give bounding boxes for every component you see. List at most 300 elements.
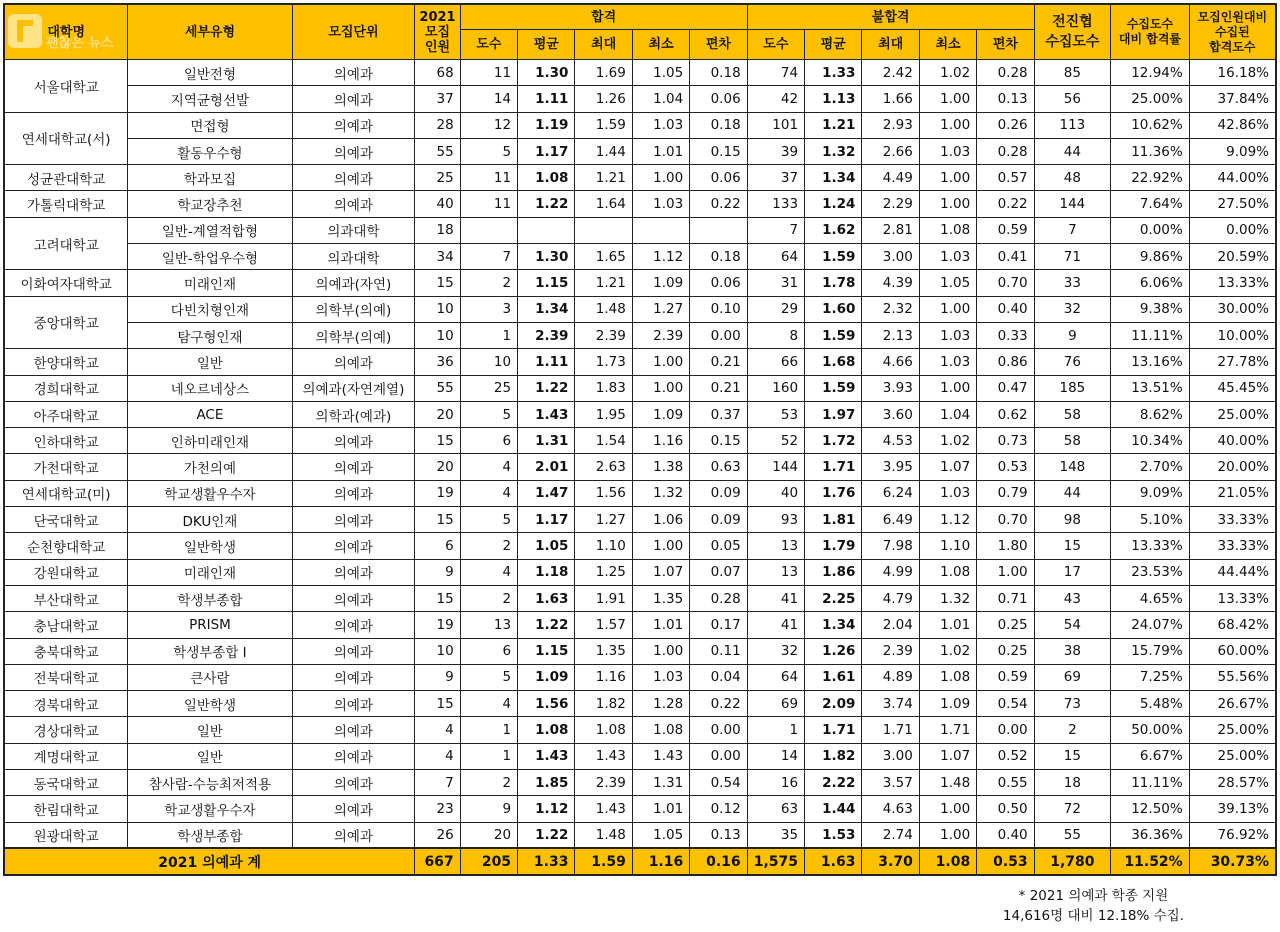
- pass-count-cell: 4: [460, 480, 517, 506]
- fail-avg-cell: 2.09: [805, 691, 862, 717]
- fail-min-cell: 1.08: [919, 217, 976, 243]
- pass-max-cell: 1.43: [575, 796, 632, 822]
- school-cell: 성균관대학교: [4, 165, 128, 191]
- unit-cell: 의예과: [292, 428, 415, 454]
- fail-avg-cell: 1.86: [805, 559, 862, 585]
- pass-count-cell: 9: [460, 796, 517, 822]
- collected-cell: 58: [1034, 401, 1111, 427]
- quota-cell: 19: [415, 612, 460, 638]
- collected-cell: 113: [1034, 112, 1111, 138]
- pass-ratio-cell: 25.00%: [1111, 86, 1190, 112]
- pass-avg-cell: 1.11: [518, 86, 575, 112]
- quota-ratio-cell: 39.13%: [1189, 796, 1276, 822]
- fail-avg-cell: 1.78: [805, 270, 862, 296]
- table-row: [4, 270, 1276, 296]
- quota-cell: 28: [415, 112, 460, 138]
- fail-min-cell: 1.04: [919, 401, 976, 427]
- pass-max-cell: 1.64: [575, 191, 632, 217]
- total-collected: 1,780: [1034, 848, 1111, 874]
- pass-max-cell: 1.69: [575, 60, 632, 86]
- fail-avg-cell: 2.25: [805, 585, 862, 611]
- fail-min-cell: 1.03: [919, 138, 976, 164]
- header-fail-count: 도수: [747, 30, 804, 60]
- fail-dev-cell: 0.73: [977, 428, 1034, 454]
- pass-dev-cell: 0.00: [690, 322, 747, 348]
- unit-cell: 의예과: [292, 822, 415, 848]
- pass-dev-cell: 0.10: [690, 296, 747, 322]
- pass-min-cell: 1.43: [632, 743, 689, 769]
- table-row: [4, 375, 1276, 401]
- fail-avg-cell: 1.61: [805, 664, 862, 690]
- quota-ratio-cell: 20.00%: [1189, 454, 1276, 480]
- header-fail-dev: 편차: [977, 30, 1034, 60]
- table-row: [4, 691, 1276, 717]
- pass-avg-cell: 1.05: [518, 533, 575, 559]
- fail-max-cell: 3.00: [862, 244, 919, 270]
- table-row: [4, 533, 1276, 559]
- pass-ratio-cell: 13.33%: [1111, 533, 1190, 559]
- pass-min-cell: 1.06: [632, 507, 689, 533]
- unit-cell: 의예과: [292, 717, 415, 743]
- fail-count-cell: 64: [747, 244, 804, 270]
- collected-cell: 71: [1034, 244, 1111, 270]
- fail-dev-cell: 0.28: [977, 138, 1034, 164]
- quota-ratio-cell: 21.05%: [1189, 480, 1276, 506]
- fail-dev-cell: 0.86: [977, 349, 1034, 375]
- fail-min-cell: 1.08: [919, 664, 976, 690]
- pass-min-cell: 1.09: [632, 401, 689, 427]
- fail-dev-cell: 0.52: [977, 743, 1034, 769]
- pass-count-cell: 2: [460, 270, 517, 296]
- fail-min-cell: 1.08: [919, 559, 976, 585]
- admissions-table-container: [3, 3, 1277, 876]
- pass-ratio-cell: 6.06%: [1111, 270, 1190, 296]
- school-cell: 강원대학교: [4, 559, 128, 585]
- fail-dev-cell: 0.25: [977, 612, 1034, 638]
- fail-count-cell: 74: [747, 60, 804, 86]
- school-cell: 계명대학교: [4, 743, 128, 769]
- header-quota-ratio: [1189, 4, 1276, 60]
- fail-dev-cell: 0.62: [977, 401, 1034, 427]
- pass-dev-cell: [690, 217, 747, 243]
- quota-ratio-cell: 44.44%: [1189, 559, 1276, 585]
- fail-avg-cell: 1.72: [805, 428, 862, 454]
- fail-count-cell: 41: [747, 612, 804, 638]
- pass-dev-cell: 0.05: [690, 533, 747, 559]
- table-row: [4, 401, 1276, 427]
- pass-max-cell: 1.26: [575, 86, 632, 112]
- fail-count-cell: 31: [747, 270, 804, 296]
- table-row: [4, 454, 1276, 480]
- collected-cell: 2: [1034, 717, 1111, 743]
- fail-dev-cell: 0.13: [977, 86, 1034, 112]
- school-cell: 한림대학교: [4, 796, 128, 822]
- collected-cell: 15: [1034, 743, 1111, 769]
- quota-ratio-cell: 13.33%: [1189, 585, 1276, 611]
- header-pass-max: 최대: [575, 30, 632, 60]
- quota-ratio-cell: 25.00%: [1189, 717, 1276, 743]
- header-collected-line: 수집도수: [1045, 34, 1100, 50]
- type-cell: 일반학생: [128, 533, 292, 559]
- pass-ratio-cell: 2.70%: [1111, 454, 1190, 480]
- fail-avg-cell: 1.60: [805, 296, 862, 322]
- pass-avg-cell: 1.19: [518, 112, 575, 138]
- pass-ratio-cell: 13.16%: [1111, 349, 1190, 375]
- fail-count-cell: 40: [747, 480, 804, 506]
- pass-max-cell: 1.57: [575, 612, 632, 638]
- pass-max-cell: 1.35: [575, 638, 632, 664]
- pass-avg-cell: 1.43: [518, 401, 575, 427]
- fail-dev-cell: 0.40: [977, 296, 1034, 322]
- fail-max-cell: 3.95: [862, 454, 919, 480]
- pass-count-cell: 1: [460, 717, 517, 743]
- pass-min-cell: 1.31: [632, 770, 689, 796]
- pass-min-cell: 1.05: [632, 60, 689, 86]
- quota-cell: 9: [415, 664, 460, 690]
- quota-cell: 19: [415, 480, 460, 506]
- pass-max-cell: 1.16: [575, 664, 632, 690]
- unit-cell: 의예과: [292, 743, 415, 769]
- type-cell: 지역균형선발: [128, 86, 292, 112]
- quota-cell: 20: [415, 454, 460, 480]
- unit-cell: 의예과: [292, 533, 415, 559]
- quota-cell: 26: [415, 822, 460, 848]
- unit-cell: 의예과(자연계열): [292, 375, 415, 401]
- fail-count-cell: 133: [747, 191, 804, 217]
- quota-ratio-cell: 76.92%: [1189, 822, 1276, 848]
- fail-max-cell: 6.49: [862, 507, 919, 533]
- pass-dev-cell: 0.15: [690, 428, 747, 454]
- quota-cell: 37: [415, 86, 460, 112]
- pass-dev-cell: 0.09: [690, 507, 747, 533]
- school-cell: 경희대학교: [4, 375, 128, 401]
- unit-cell: 의예과: [292, 86, 415, 112]
- quota-cell: 18: [415, 217, 460, 243]
- header-collected-line: 전진협: [1052, 14, 1093, 30]
- pass-max-cell: 1.48: [575, 822, 632, 848]
- fail-count-cell: 8: [747, 322, 804, 348]
- pass-ratio-cell: 22.92%: [1111, 165, 1190, 191]
- collected-cell: 17: [1034, 559, 1111, 585]
- fail-count-cell: 13: [747, 559, 804, 585]
- quota-cell: 36: [415, 349, 460, 375]
- total-pass-avg: 1.33: [518, 848, 575, 874]
- table-row: [4, 507, 1276, 533]
- type-cell: 일반학생: [128, 691, 292, 717]
- footnote-line: * 2021 의예과 학종 지원: [1018, 888, 1169, 904]
- pass-avg-cell: [518, 217, 575, 243]
- quota-ratio-cell: 37.84%: [1189, 86, 1276, 112]
- fail-avg-cell: 1.79: [805, 533, 862, 559]
- unit-cell: 의예과: [292, 349, 415, 375]
- type-cell: 학과모집: [128, 165, 292, 191]
- total-fail-max: 3.70: [862, 848, 919, 874]
- quota-cell: 15: [415, 270, 460, 296]
- collected-cell: 55: [1034, 822, 1111, 848]
- fail-min-cell: 1.00: [919, 165, 976, 191]
- pass-max-cell: 1.25: [575, 559, 632, 585]
- pass-max-cell: 1.59: [575, 112, 632, 138]
- total-pass-max: 1.59: [575, 848, 632, 874]
- pass-count-cell: 13: [460, 612, 517, 638]
- unit-cell: 의예과(자연): [292, 270, 415, 296]
- type-cell: 학생부종합: [128, 585, 292, 611]
- total-fail-avg: 1.63: [805, 848, 862, 874]
- pass-avg-cell: 1.18: [518, 559, 575, 585]
- pass-count-cell: 11: [460, 165, 517, 191]
- fail-min-cell: 1.02: [919, 60, 976, 86]
- pass-avg-cell: 1.43: [518, 743, 575, 769]
- pass-dev-cell: 0.09: [690, 480, 747, 506]
- quota-ratio-cell: 27.50%: [1189, 191, 1276, 217]
- fail-min-cell: 1.71: [919, 717, 976, 743]
- table-row: [4, 638, 1276, 664]
- table-row: [4, 296, 1276, 322]
- fail-max-cell: 4.39: [862, 270, 919, 296]
- pass-avg-cell: 1.85: [518, 770, 575, 796]
- unit-cell: 의예과: [292, 112, 415, 138]
- fail-max-cell: 3.57: [862, 770, 919, 796]
- pass-dev-cell: 0.22: [690, 191, 747, 217]
- fail-max-cell: 3.00: [862, 743, 919, 769]
- fail-avg-cell: 1.97: [805, 401, 862, 427]
- fail-max-cell: 1.71: [862, 717, 919, 743]
- pass-avg-cell: 1.22: [518, 375, 575, 401]
- table-header: [4, 4, 1276, 60]
- fail-avg-cell: 1.71: [805, 717, 862, 743]
- school-cell: 가천대학교: [4, 454, 128, 480]
- fail-max-cell: 2.13: [862, 322, 919, 348]
- header-unit: 모집단위: [292, 4, 415, 60]
- fail-max-cell: 2.32: [862, 296, 919, 322]
- fail-min-cell: 1.00: [919, 296, 976, 322]
- pass-min-cell: 1.03: [632, 664, 689, 690]
- header-fail-max: 최대: [862, 30, 919, 60]
- type-cell: 참사람-수능최저적용: [128, 770, 292, 796]
- type-cell: 일반: [128, 743, 292, 769]
- unit-cell: 의예과: [292, 60, 415, 86]
- pass-count-cell: 7: [460, 244, 517, 270]
- quota-cell: 15: [415, 691, 460, 717]
- fail-count-cell: 42: [747, 86, 804, 112]
- unit-cell: 의예과: [292, 480, 415, 506]
- fail-min-cell: 1.02: [919, 638, 976, 664]
- table-row: [4, 191, 1276, 217]
- pass-count-cell: 20: [460, 822, 517, 848]
- collected-cell: 73: [1034, 691, 1111, 717]
- collected-cell: 48: [1034, 165, 1111, 191]
- fail-dev-cell: 0.70: [977, 270, 1034, 296]
- quota-ratio-cell: 9.09%: [1189, 138, 1276, 164]
- quota-ratio-cell: 33.33%: [1189, 533, 1276, 559]
- fail-max-cell: 2.81: [862, 217, 919, 243]
- pass-count-cell: 1: [460, 743, 517, 769]
- news-logo: [6, 4, 166, 54]
- pass-count-cell: [460, 217, 517, 243]
- pass-max-cell: 1.10: [575, 533, 632, 559]
- fail-avg-cell: 1.33: [805, 60, 862, 86]
- pass-ratio-cell: 15.79%: [1111, 638, 1190, 664]
- fail-dev-cell: 0.59: [977, 217, 1034, 243]
- pass-dev-cell: 0.21: [690, 375, 747, 401]
- pass-count-cell: 11: [460, 191, 517, 217]
- quota-ratio-cell: 10.00%: [1189, 322, 1276, 348]
- fail-max-cell: 2.39: [862, 638, 919, 664]
- total-pass-count: 205: [460, 848, 517, 874]
- quota-cell: 10: [415, 322, 460, 348]
- collected-cell: 98: [1034, 507, 1111, 533]
- pass-count-cell: 11: [460, 60, 517, 86]
- pass-min-cell: 1.05: [632, 822, 689, 848]
- fail-avg-cell: 1.44: [805, 796, 862, 822]
- fail-count-cell: 63: [747, 796, 804, 822]
- fail-avg-cell: 1.82: [805, 743, 862, 769]
- school-cell: 충북대학교: [4, 638, 128, 664]
- unit-cell: 의학부(의예): [292, 322, 415, 348]
- fail-count-cell: 32: [747, 638, 804, 664]
- header-quota-ratio-line: 수집된: [1214, 24, 1250, 39]
- pass-dev-cell: 0.63: [690, 454, 747, 480]
- total-pass-min: 1.16: [632, 848, 689, 874]
- type-cell: 네오르네상스: [128, 375, 292, 401]
- type-cell: 큰사람: [128, 664, 292, 690]
- pass-avg-cell: 1.56: [518, 691, 575, 717]
- fail-avg-cell: 1.26: [805, 638, 862, 664]
- unit-cell: 의과대학: [292, 217, 415, 243]
- pass-count-cell: 2: [460, 770, 517, 796]
- type-cell: 일반-학업우수형: [128, 244, 292, 270]
- pass-count-cell: 10: [460, 349, 517, 375]
- fail-max-cell: 4.63: [862, 796, 919, 822]
- pass-avg-cell: 1.17: [518, 507, 575, 533]
- pass-min-cell: 1.04: [632, 86, 689, 112]
- table-row: [4, 743, 1276, 769]
- quota-cell: 55: [415, 138, 460, 164]
- pass-max-cell: 1.56: [575, 480, 632, 506]
- pass-count-cell: 5: [460, 401, 517, 427]
- type-cell: 다빈치형인재: [128, 296, 292, 322]
- pass-ratio-cell: 10.62%: [1111, 112, 1190, 138]
- school-cell: 연세대학교(서): [4, 112, 128, 165]
- header-quota-ratio-line: 모집인원대비: [1197, 9, 1268, 24]
- pass-dev-cell: 0.18: [690, 60, 747, 86]
- unit-cell: 의예과: [292, 796, 415, 822]
- fail-count-cell: 93: [747, 507, 804, 533]
- pass-count-cell: 5: [460, 664, 517, 690]
- fail-max-cell: 4.49: [862, 165, 919, 191]
- table-row: [4, 796, 1276, 822]
- pass-max-cell: 1.21: [575, 270, 632, 296]
- pass-ratio-cell: 10.34%: [1111, 428, 1190, 454]
- pass-ratio-cell: 12.50%: [1111, 796, 1190, 822]
- fail-dev-cell: 0.00: [977, 717, 1034, 743]
- fail-count-cell: 14: [747, 743, 804, 769]
- fail-dev-cell: 0.28: [977, 60, 1034, 86]
- pass-min-cell: 1.27: [632, 296, 689, 322]
- pass-avg-cell: 1.30: [518, 60, 575, 86]
- fail-min-cell: 1.07: [919, 454, 976, 480]
- pass-dev-cell: 0.04: [690, 664, 747, 690]
- pass-avg-cell: 1.22: [518, 191, 575, 217]
- pass-ratio-cell: 11.11%: [1111, 770, 1190, 796]
- fail-count-cell: 101: [747, 112, 804, 138]
- pass-avg-cell: 1.17: [518, 138, 575, 164]
- collected-cell: 44: [1034, 480, 1111, 506]
- fail-avg-cell: 1.59: [805, 375, 862, 401]
- quota-ratio-cell: 55.56%: [1189, 664, 1276, 690]
- school-cell: 순천향대학교: [4, 533, 128, 559]
- pass-max-cell: 1.08: [575, 717, 632, 743]
- unit-cell: 의예과: [292, 138, 415, 164]
- pass-avg-cell: 1.11: [518, 349, 575, 375]
- fail-count-cell: 35: [747, 822, 804, 848]
- total-row: [4, 848, 1276, 874]
- pass-avg-cell: 1.47: [518, 480, 575, 506]
- quota-cell: 15: [415, 507, 460, 533]
- pass-avg-cell: 1.31: [518, 428, 575, 454]
- header-quota-line: 2021: [419, 9, 456, 25]
- pass-max-cell: [575, 217, 632, 243]
- pass-count-cell: 6: [460, 638, 517, 664]
- pass-ratio-cell: 11.11%: [1111, 322, 1190, 348]
- fail-dev-cell: 1.00: [977, 559, 1034, 585]
- pass-dev-cell: 0.07: [690, 559, 747, 585]
- school-cell: 고려대학교: [4, 217, 128, 270]
- fail-min-cell: 1.00: [919, 375, 976, 401]
- fail-dev-cell: 0.22: [977, 191, 1034, 217]
- unit-cell: 의예과: [292, 664, 415, 690]
- pass-min-cell: 1.32: [632, 480, 689, 506]
- pass-max-cell: 1.65: [575, 244, 632, 270]
- total-quota-ratio: 30.73%: [1189, 848, 1276, 874]
- type-cell: 학교생활우수자: [128, 480, 292, 506]
- fail-min-cell: 1.01: [919, 612, 976, 638]
- header-pass-ratio: [1111, 4, 1190, 60]
- fail-count-cell: 52: [747, 428, 804, 454]
- table-row: [4, 770, 1276, 796]
- unit-cell: 의예과: [292, 585, 415, 611]
- fail-dev-cell: 1.80: [977, 533, 1034, 559]
- fail-dev-cell: 0.79: [977, 480, 1034, 506]
- pass-min-cell: 1.07: [632, 559, 689, 585]
- type-cell: 가천의예: [128, 454, 292, 480]
- pass-avg-cell: 1.22: [518, 612, 575, 638]
- fail-min-cell: 1.00: [919, 86, 976, 112]
- pass-dev-cell: 0.06: [690, 165, 747, 191]
- pass-dev-cell: 0.18: [690, 244, 747, 270]
- quota-cell: 4: [415, 717, 460, 743]
- pass-max-cell: 1.91: [575, 585, 632, 611]
- fail-dev-cell: 0.25: [977, 638, 1034, 664]
- pass-avg-cell: 1.08: [518, 717, 575, 743]
- school-cell: 중앙대학교: [4, 296, 128, 349]
- fail-dev-cell: 0.47: [977, 375, 1034, 401]
- fail-avg-cell: 1.24: [805, 191, 862, 217]
- pass-dev-cell: 0.06: [690, 270, 747, 296]
- quota-cell: 15: [415, 585, 460, 611]
- pass-min-cell: 1.01: [632, 138, 689, 164]
- table-row: [4, 60, 1276, 86]
- header-pass-group: 합격: [460, 4, 747, 30]
- pass-count-cell: 25: [460, 375, 517, 401]
- type-cell: 학생부종합 I: [128, 638, 292, 664]
- pass-ratio-cell: 36.36%: [1111, 822, 1190, 848]
- unit-cell: 의예과: [292, 638, 415, 664]
- type-cell: 일반-계열적합형: [128, 217, 292, 243]
- fail-max-cell: 4.89: [862, 664, 919, 690]
- fail-avg-cell: 1.21: [805, 112, 862, 138]
- quota-ratio-cell: 30.00%: [1189, 296, 1276, 322]
